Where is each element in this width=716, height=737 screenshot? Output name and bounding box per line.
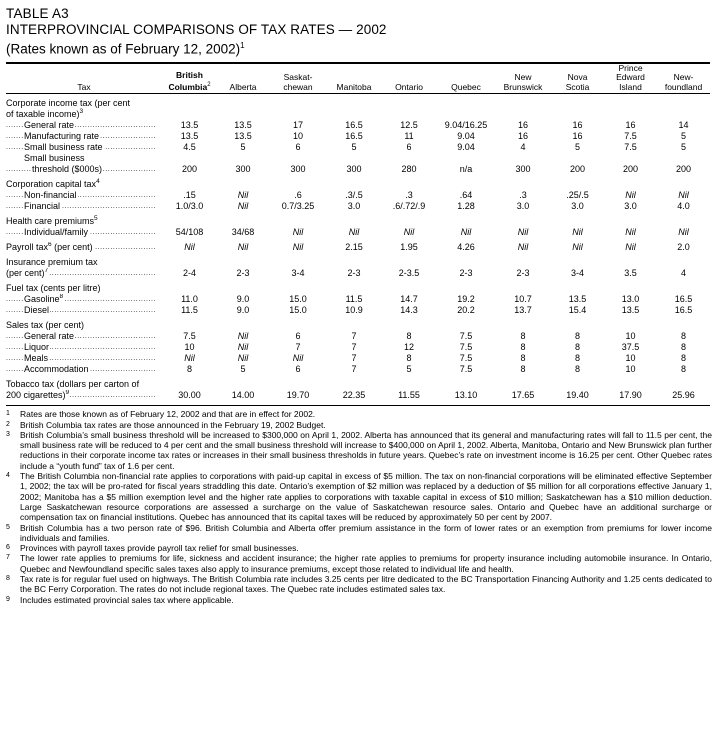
footnote bbox=[6, 409, 712, 419]
table-cell: 300 bbox=[290, 164, 306, 175]
table-cell: 4.26 bbox=[457, 242, 475, 253]
table-cell: 9.0 bbox=[236, 305, 250, 316]
table-cell: 8 bbox=[520, 364, 526, 375]
row-label: Non-financial ..... bbox=[6, 190, 162, 201]
footnote-text: The British Columbia non-financial rate applies to corporations with paid-up capital in excess of $5 million. The tax on non-financial corporations will be eliminated effective September 1, 2002; the tax will be pro-rated for fiscal years straddling this date. Ontario’s exemption of $2 million was replaced by a deduction of $5 million for all corporations effective January 1, 2002; Manitoba has a $5 million exemption level and the higher rate applies to corporations with taxable capital in excess of $10 million; Saskatchewan has a $10 million deduction. Large Saskatchewan resource corporations are assessed a surcharge on the value of Saskatchewan resource sales. Ontario and Quebec have an additional surcharge or compensation tax on financial institutions. Quebec has announced that its capital taxes will be reduced by approximately 50 per cent by 2007. bbox=[20, 471, 712, 523]
table-cell: 1.28 bbox=[457, 201, 475, 212]
footnote-text: British Columbia tax rates are those announced in the February 19, 2002 Budget. bbox=[20, 419, 326, 430]
table-cell: 16.5 bbox=[674, 305, 693, 316]
table-cell: 3-4 bbox=[570, 268, 584, 279]
table-cell: 8 bbox=[574, 342, 580, 353]
row-label: Payroll tax$^6$ (per cent) ..... bbox=[6, 242, 162, 253]
table-cell: 7.5 bbox=[624, 142, 637, 153]
row-label: General rate ..... bbox=[6, 120, 162, 131]
table-cell: Nil bbox=[625, 227, 636, 238]
table-cell: 300 bbox=[346, 164, 362, 175]
table-cell: 8 bbox=[186, 364, 192, 375]
table-cell: 12.5 bbox=[400, 120, 418, 131]
row-label: Accommodation ..... bbox=[6, 364, 162, 375]
table-cell: 7 bbox=[351, 364, 357, 375]
footnote-text: Tax rate is for regular fuel used on highways. The British Columbia rate includes 3.25 cents per litre dedicated to the BC Transportation Financing Authority and 1.25 cents dedicated to the BC Ferry Corporation. The rates do not include regional taxes. The Quebec rate includes estimated sales tax. bbox=[20, 574, 712, 595]
table-cell: .15 bbox=[183, 190, 196, 201]
table-cell: 22.35 bbox=[342, 390, 366, 401]
table-cell: 13.5 bbox=[180, 131, 199, 142]
table-label: TABLE A3 bbox=[6, 6, 69, 21]
row-label: Gasoline$^8$ ..... bbox=[6, 294, 162, 305]
table-cell: 13.5 bbox=[568, 294, 587, 305]
table-cell: 14.3 bbox=[400, 305, 418, 316]
column-header-row bbox=[6, 63, 710, 94]
table-cell: 5 bbox=[240, 364, 246, 375]
table-cell: 2-3.5 bbox=[398, 268, 420, 279]
table-cell: 7.5 bbox=[459, 364, 473, 375]
footnote-number: 9 bbox=[6, 595, 10, 603]
col-tax: Tax bbox=[6, 63, 162, 94]
row-label: 200 cigarettes)$^9$ ..... bbox=[6, 390, 162, 401]
table-row-financial bbox=[6, 201, 710, 212]
section-corporation-capital: Corporation capital tax$^4$ bbox=[6, 178, 100, 190]
footnote bbox=[6, 471, 712, 522]
table-cell: 13.5 bbox=[180, 120, 199, 131]
table-row-accommodation bbox=[6, 364, 710, 375]
footnote-number: 1 bbox=[6, 410, 10, 418]
footnote-text: Includes estimated provincial sales tax where applicable. bbox=[20, 594, 234, 605]
table-cell: 37.5 bbox=[621, 342, 640, 353]
table-cell: Nil bbox=[678, 227, 689, 238]
col-saskatchewan: Saskat- chewan bbox=[269, 63, 327, 94]
table-cell: 14.7 bbox=[400, 294, 418, 305]
table-cell: 15.0 bbox=[289, 294, 307, 305]
table-cell: 10.9 bbox=[345, 305, 363, 316]
table-row-nonfinancial bbox=[6, 190, 710, 201]
table-cell: 5 bbox=[240, 142, 246, 153]
table-cell: 5 bbox=[680, 131, 686, 142]
col-alberta: Alberta bbox=[217, 63, 269, 94]
footnote-number: 8 bbox=[6, 575, 10, 583]
table-cell: 13.5 bbox=[234, 120, 252, 131]
table-cell: 10 bbox=[184, 342, 195, 353]
footnote-text: British Columbia’s small business threshold will be increased to $300,000 on April 1, 2002. Alberta has announced that its general and manufacturing rates will fall to 11.5 per cent, the small business rate will be reduced to 4 per cent and the small business threshold will increase to $400,000 on April 1, 2002. Alberta, Manitoba, Ontario and New Brunswick plan further reductions in their corporate income tax rates or increases in their small business thresholds in future years. Quebec’s rate on investment income is 16.25 per cent. Other Quebec rates include a “youth fund” tax of 1.6 per cent. bbox=[20, 429, 712, 471]
table-cell: 13.10 bbox=[454, 390, 478, 401]
table-cell: 25.96 bbox=[672, 390, 695, 401]
table-cell: 7.5 bbox=[183, 331, 196, 342]
table-row-insurance bbox=[6, 268, 710, 279]
table-cell: Nil bbox=[348, 227, 360, 238]
table-cell: 19.40 bbox=[566, 390, 589, 401]
table-cell: 0.7/3.25 bbox=[281, 201, 315, 212]
col-new-brunswick: New Brunswick bbox=[495, 63, 551, 94]
table-cell: 2-4 bbox=[182, 268, 196, 279]
row-label: Manufacturing rate ..... bbox=[6, 131, 162, 142]
table-row-gasoline bbox=[6, 294, 710, 305]
table-cell: 11.5 bbox=[345, 294, 363, 305]
table-cell: Nil bbox=[572, 227, 583, 238]
table-cell: 3.0 bbox=[516, 201, 530, 212]
table-cell: 6 bbox=[295, 331, 301, 342]
table-cell: 4 bbox=[520, 142, 526, 153]
table-cell: 4.5 bbox=[183, 142, 196, 153]
footnote-text: The lower rate applies to premiums for life, sickness and accident insurance; the higher rate applies to premiums for property insurance including automobile insurance. In Ontario, Quebec and Newfoundland specific sales taxes also apply to insurance premiums, except those related to individual life and health. bbox=[20, 553, 712, 574]
table-cell: 13.0 bbox=[621, 294, 640, 305]
table-cell: Nil bbox=[237, 201, 249, 212]
footnote-text: Provinces with payroll taxes provide payroll tax relief for small businesses. bbox=[20, 543, 299, 554]
table-row-threshold bbox=[6, 164, 710, 175]
table-cell: 7.5 bbox=[459, 342, 473, 353]
table-cell: 3.5 bbox=[624, 268, 637, 279]
table-cell: Nil bbox=[403, 227, 415, 238]
table-row-tobacco bbox=[6, 390, 710, 401]
table-cell: 15.0 bbox=[289, 305, 307, 316]
table-row-small bbox=[6, 142, 710, 153]
table-row-general bbox=[6, 120, 710, 131]
table-cell: .3 bbox=[405, 190, 413, 201]
table-cell: 2-3 bbox=[347, 268, 361, 279]
table-cell: Nil bbox=[517, 227, 529, 238]
table-cell: 19.70 bbox=[286, 390, 310, 401]
tax-rates-table bbox=[6, 62, 710, 407]
table-cell: 2-3 bbox=[236, 268, 250, 279]
table-cell: 7 bbox=[351, 353, 357, 364]
table-cell: 12 bbox=[403, 342, 414, 353]
table-cell: Nil bbox=[292, 353, 304, 364]
row-label: Liquor ..... bbox=[6, 342, 162, 353]
table-row-sales-general bbox=[6, 331, 710, 342]
col-pei: Prince Edward Island bbox=[604, 63, 657, 94]
col-ontario: Ontario bbox=[381, 63, 437, 94]
table-cell: 8 bbox=[680, 364, 686, 375]
table-cell: 14.00 bbox=[231, 390, 255, 401]
footnote-number: 5 bbox=[6, 523, 10, 531]
table-cell: 9.04 bbox=[457, 131, 475, 142]
table-cell: 200 bbox=[622, 164, 639, 175]
table-cell: 14 bbox=[678, 120, 689, 131]
table-cell: 3-4 bbox=[291, 268, 305, 279]
footnote bbox=[6, 574, 712, 595]
table-cell: 3.0 bbox=[571, 201, 584, 212]
table-cell: 6 bbox=[295, 142, 301, 153]
table-cell: 2-3 bbox=[516, 268, 530, 279]
table-cell: .6 bbox=[294, 190, 302, 201]
table-cell: 13.5 bbox=[234, 131, 252, 142]
table-cell: 16 bbox=[517, 131, 528, 142]
footnote bbox=[6, 543, 712, 553]
table-cell: 8 bbox=[574, 364, 580, 375]
table-cell: 16 bbox=[572, 120, 583, 131]
row-label: General rate ..... bbox=[6, 331, 162, 342]
table-cell: 4.0 bbox=[677, 201, 690, 212]
table-cell: Nil bbox=[625, 242, 636, 253]
table-cell: Nil bbox=[292, 242, 304, 253]
table-cell: 11.55 bbox=[398, 390, 420, 401]
table-cell: 200 bbox=[569, 164, 586, 175]
table-cell: 10 bbox=[292, 131, 303, 142]
section-health-care: Health care premiums$^5$ bbox=[6, 215, 98, 227]
table-cell: 300 bbox=[235, 164, 251, 175]
section-insurance: Insurance premium tax bbox=[6, 257, 98, 268]
table-cell: 9.04/16.25 bbox=[444, 120, 488, 131]
footnote bbox=[6, 420, 712, 430]
footnote-number: 3 bbox=[6, 430, 10, 438]
row-label: threshold ($000s) ..... bbox=[6, 164, 162, 175]
table-cell: 1.95 bbox=[400, 242, 418, 253]
table-cell: 3.0 bbox=[347, 201, 361, 212]
table-row-meals bbox=[6, 353, 710, 364]
table-cell: 16 bbox=[517, 120, 528, 131]
table-cell: 5 bbox=[574, 142, 580, 153]
table-cell: 9.0 bbox=[236, 294, 250, 305]
table-cell: .64 bbox=[459, 190, 473, 201]
table-cell: 7.5 bbox=[624, 131, 637, 142]
footnote-number: 7 bbox=[6, 554, 10, 562]
table-cell: 200 bbox=[675, 164, 692, 175]
table-cell: 200 bbox=[181, 164, 198, 175]
table-cell: Nil bbox=[237, 242, 249, 253]
table-cell: 8 bbox=[574, 353, 580, 364]
footnote bbox=[6, 430, 712, 471]
row-label: Financial ..... bbox=[6, 201, 162, 212]
footnote-text: Rates are those known as of February 12, 2002 and that are in effect for 2002. bbox=[20, 409, 316, 420]
footnotes bbox=[6, 409, 712, 605]
table-cell: 6 bbox=[406, 142, 412, 153]
row-label: Small business rate ..... bbox=[6, 142, 162, 153]
table-row-individual bbox=[6, 227, 710, 238]
tax-table-page bbox=[6, 6, 712, 605]
table-cell: Nil bbox=[625, 190, 636, 201]
table-cell: .3 bbox=[519, 190, 527, 201]
table-cell: Nil bbox=[678, 190, 689, 201]
table-cell: 9.04 bbox=[457, 142, 475, 153]
table-cell: 3.0 bbox=[624, 201, 637, 212]
table-cell: .3/.5 bbox=[345, 190, 363, 201]
table-cell: 17.65 bbox=[511, 390, 535, 401]
table-cell: 16 bbox=[625, 120, 636, 131]
table-cell: 8 bbox=[520, 331, 526, 342]
footnote-number: 4 bbox=[6, 472, 10, 480]
section-corporate-income: Corporate income tax (per cent bbox=[6, 98, 131, 109]
table-cell: 2-3 bbox=[459, 268, 473, 279]
table-cell: Nil bbox=[292, 227, 304, 238]
col-british-columbia: British Columbia$^2$ bbox=[162, 63, 217, 94]
table-cell: 7 bbox=[295, 342, 301, 353]
table-cell: 4 bbox=[680, 268, 686, 279]
section-corporate-income-cont: of taxable income)$^3$ bbox=[6, 108, 84, 120]
table-cell: 7.5 bbox=[459, 353, 473, 364]
table-cell: Nil bbox=[237, 342, 249, 353]
table-cell: 20.2 bbox=[457, 305, 475, 316]
section-sales: Sales tax (per cent) bbox=[6, 320, 85, 331]
section-tobacco: Tobacco tax (dollars per carton of bbox=[6, 379, 140, 390]
table-cell: 11.5 bbox=[181, 305, 198, 316]
table-cell: 10 bbox=[625, 364, 636, 375]
table-cell: 8 bbox=[680, 342, 686, 353]
table-cell: 16 bbox=[572, 131, 583, 142]
row-label: Diesel ..... bbox=[6, 305, 162, 316]
table-cell: 16.5 bbox=[345, 131, 363, 142]
table-row-manufacturing bbox=[6, 131, 710, 142]
table-cell: .6/.72/.9 bbox=[392, 201, 426, 212]
section-fuel: Fuel tax (cents per litre) bbox=[6, 283, 101, 294]
footnote bbox=[6, 595, 712, 605]
table-cell: 30.00 bbox=[178, 390, 201, 401]
table-row-liquor bbox=[6, 342, 710, 353]
table-cell: 16.5 bbox=[345, 120, 363, 131]
col-nova-scotia: Nova Scotia bbox=[551, 63, 604, 94]
table-cell: 7 bbox=[351, 331, 357, 342]
table-cell: 5 bbox=[351, 142, 357, 153]
table-cell: 17.90 bbox=[619, 390, 642, 401]
row-label-small-business: Small business bbox=[24, 153, 85, 164]
table-cell: 34/68 bbox=[231, 227, 255, 238]
table-cell: 11.0 bbox=[181, 294, 198, 305]
table-cell: 16.5 bbox=[674, 294, 693, 305]
footnote-number: 2 bbox=[6, 420, 10, 428]
row-label: Meals ..... bbox=[6, 353, 162, 364]
table-cell: Nil bbox=[237, 190, 249, 201]
col-quebec: Quebec bbox=[437, 63, 495, 94]
table-cell: 10.7 bbox=[514, 294, 532, 305]
footnote bbox=[6, 553, 712, 574]
table-cell: Nil bbox=[237, 353, 249, 364]
table-cell: 7 bbox=[351, 342, 357, 353]
table-cell: Nil bbox=[237, 331, 249, 342]
table-cell: 13.7 bbox=[514, 305, 532, 316]
footnote bbox=[6, 523, 712, 544]
table-cell: 8 bbox=[574, 331, 580, 342]
table-cell: Nil bbox=[184, 353, 195, 364]
table-cell: 8 bbox=[520, 342, 526, 353]
row-label: (per cent)$^7$ ..... bbox=[6, 268, 162, 279]
col-manitoba: Manitoba bbox=[327, 63, 381, 94]
table-row-payroll bbox=[6, 242, 710, 253]
row-label: Individual/family ..... bbox=[6, 227, 162, 238]
table-cell: 8 bbox=[680, 331, 686, 342]
table-cell: 17 bbox=[292, 120, 303, 131]
table-cell: 8 bbox=[406, 331, 412, 342]
table-cell: 10 bbox=[625, 331, 636, 342]
table-subtitle: (Rates known as of February 12, 2002)$^1$ bbox=[6, 41, 245, 57]
col-newfoundland: New- foundland bbox=[657, 63, 710, 94]
table-cell: 5 bbox=[406, 364, 412, 375]
table-cell: 300 bbox=[515, 164, 531, 175]
table-cell: 8 bbox=[680, 353, 686, 364]
table-cell: 2.0 bbox=[677, 242, 690, 253]
table-cell: 10 bbox=[625, 353, 636, 364]
table-cell: Nil bbox=[184, 242, 195, 253]
table-cell: 8 bbox=[406, 353, 412, 364]
table-cell: 1.0/3.0 bbox=[175, 201, 204, 212]
table-cell: .25/.5 bbox=[566, 190, 589, 201]
table-row-diesel bbox=[6, 305, 710, 316]
footnote-number: 6 bbox=[6, 544, 10, 552]
table-cell: Nil bbox=[460, 227, 472, 238]
table-cell: 13.5 bbox=[621, 305, 640, 316]
table-cell: n/a bbox=[459, 164, 473, 175]
table-cell: Nil bbox=[517, 242, 529, 253]
table-title: INTERPROVINCIAL COMPARISONS OF TAX RATES — 2002 bbox=[6, 22, 387, 37]
table-cell: Nil bbox=[572, 242, 583, 253]
table-cell: 5 bbox=[680, 142, 686, 153]
table-cell: 15.4 bbox=[568, 305, 587, 316]
table-cell: 6 bbox=[295, 364, 301, 375]
table-cell: 2.15 bbox=[345, 242, 363, 253]
table-cell: 11 bbox=[404, 131, 414, 142]
table-cell: 8 bbox=[520, 353, 526, 364]
table-cell: 280 bbox=[401, 164, 417, 175]
table-cell: 54/108 bbox=[175, 227, 204, 238]
table-cell: 19.2 bbox=[457, 294, 475, 305]
table-cell: 7.5 bbox=[459, 331, 473, 342]
footnote-text: British Columbia has a two person rate of $96. British Columbia and Alberta offer premium assistance in the form of lower rates or an exemption from premiums for lower income individuals and families. bbox=[20, 522, 712, 543]
